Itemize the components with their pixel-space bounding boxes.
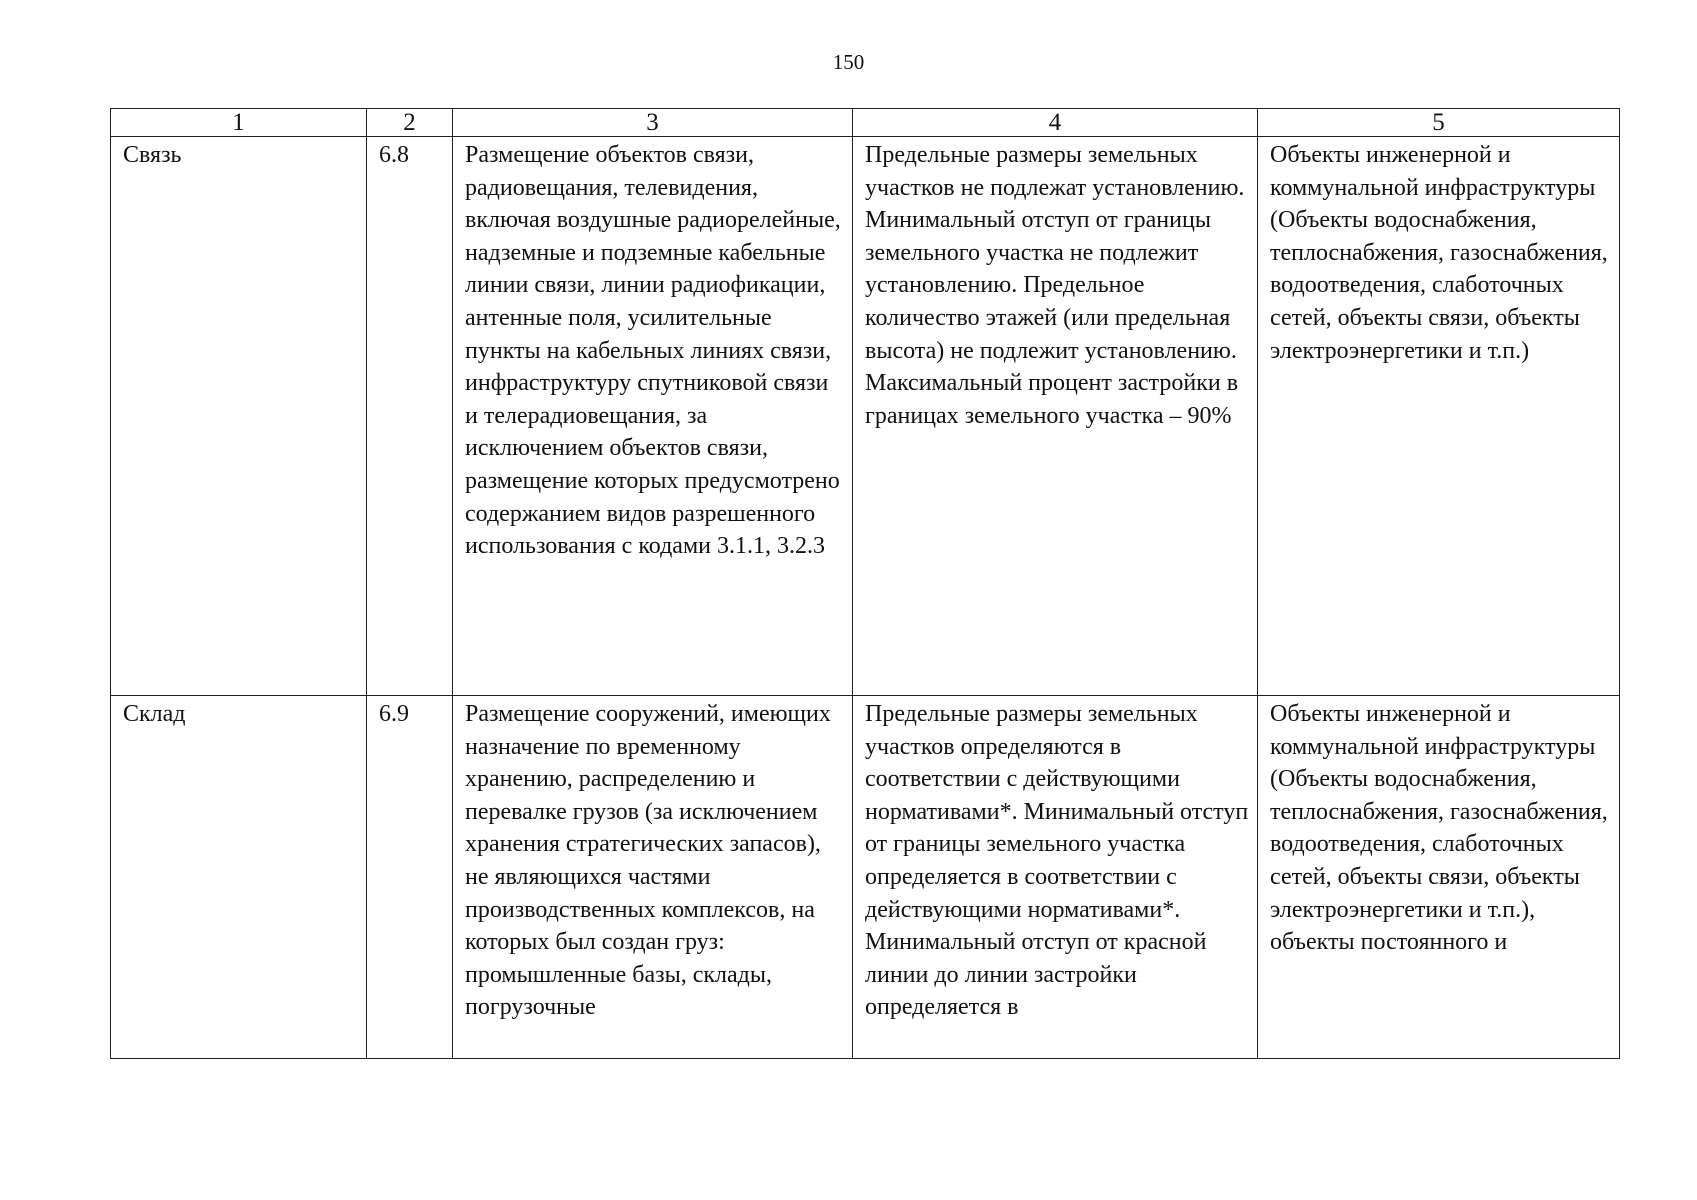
zoning-table [110,108,1620,1059]
use-parameters-cell [853,137,1258,696]
header-col-3: 3 [453,109,853,137]
header-col-1: 1 [111,109,367,137]
table-row [111,696,1620,1059]
use-parameters: Предельные размеры земельных участков не подлежат установлению. Минимальный отступ от границы земельного участка не подлежит установлению. Предельное количество этажей (или предельная высота) не подлежит установлению. Максимальный процент застройки в границах земельного участка – 90% [865,142,1245,429]
use-code-cell [367,137,453,696]
use-parameters: Предельные размеры земельных участков определяются в соответствии с действующими нормативами*. Минимальный отступ от границы земельного участка определяется в соответствии с действующими нормативами*. Минимальный отступ от красной линии до линии застройки определяется в [865,701,1249,1021]
use-name-cell [111,137,367,696]
auxiliary-uses: Объекты инженерной и коммунальной инфраструктуры (Объекты водоснабжения, теплоснабжения, газоснабжения, водоотведения, слаботочных сетей, объекты связи, объекты электроэнергетики и т.п.), объекты постоянного и [1270,701,1608,956]
use-code: 6.9 [379,701,409,727]
use-parameters-cell [853,696,1258,1059]
use-code-cell [367,696,453,1059]
use-description: Размещение объектов связи, радиовещания, телевидения, включая воздушные радиорелейные, надземные и подземные кабельные линии связи, линии радиофикации, антенные поля, усилительные пункты на кабельных линиях связи, инфраструктуру спутниковой связи и телерадиовещания, за исключением объектов связи, размещение которых предусмотрено содержанием видов разрешенного использования с кодами 3.1.1, 3.2.3 [465,142,841,560]
table-header-row [111,109,1620,137]
use-name: Склад [123,701,186,727]
use-code: 6.8 [379,142,409,168]
use-description-cell [453,696,853,1059]
auxiliary-uses-cell [1258,696,1620,1059]
table-row [111,137,1620,696]
header-col-2: 2 [367,109,453,137]
use-name-cell [111,696,367,1059]
use-name: Связь [123,142,182,168]
auxiliary-uses: Объекты инженерной и коммунальной инфраструктуры (Объекты водоснабжения, теплоснабжения, газоснабжения, водоотведения, слаботочных сетей, объекты связи, объекты электроэнергетики и т.п.) [1270,142,1608,364]
header-col-5: 5 [1258,109,1620,137]
page-number: 150 [832,50,865,74]
auxiliary-uses-cell [1258,137,1620,696]
header-col-4: 4 [853,109,1258,137]
use-description-cell [453,137,853,696]
use-description: Размещение сооружений, имеющих назначение по временному хранению, распределению и перевалке грузов (за исключением хранения стратегических запасов), не являющихся частями производственных комплексов, на которых был создан груз: промышленные базы, склады, погрузочные [465,701,831,1021]
